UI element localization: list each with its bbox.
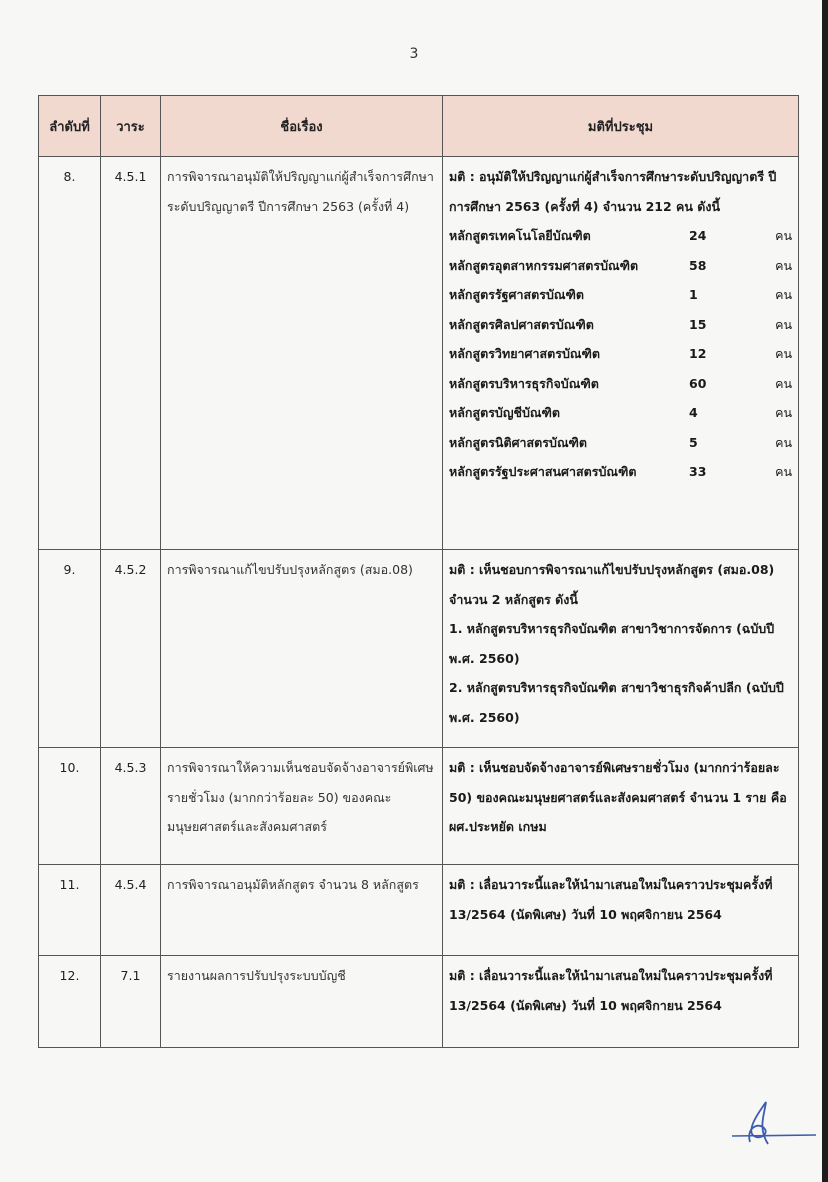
- program-unit: คน: [775, 287, 792, 302]
- row-resolution: [443, 550, 799, 748]
- row-num: 12.: [39, 956, 101, 1048]
- header-agenda: วาระ: [101, 96, 161, 157]
- program-row: [449, 369, 792, 399]
- program-unit: คน: [775, 346, 792, 361]
- row-resolution: [443, 157, 799, 550]
- program-count: 1: [689, 287, 698, 302]
- resolution-item: 1. หลักสูตรบริหารธุรกิจบัณฑิต สาขาวิชาการจัดการ (ฉบับปี พ.ศ. 2560): [449, 621, 775, 666]
- program-name: หลักสูตรบัญชีบัณฑิต: [449, 405, 561, 420]
- program-name: หลักสูตรบริหารธุรกิจบัณฑิต: [449, 375, 599, 391]
- table-row: [39, 865, 799, 956]
- scan-edge: [822, 0, 828, 1182]
- program-count: 60: [689, 375, 707, 391]
- program-row: [449, 221, 792, 251]
- row-num: 11.: [39, 865, 101, 956]
- row-topic: รายงานผลการปรับปรุงระบบบัญชี: [161, 956, 443, 1048]
- program-count: 58: [689, 257, 707, 273]
- program-unit: คน: [775, 405, 792, 420]
- resolution-item: 2. หลักสูตรบริหารธุรกิจบัณฑิต สาขาวิชาธุรกิจค้าปลีก (ฉบับปี พ.ศ. 2560): [449, 680, 784, 725]
- row-topic: การพิจารณาให้ความเห็นชอบจัดจ้างอาจารย์พิเศษรายชั่วโมง (มากกว่าร้อยละ 50) ของคณะมนุษยศาสตร์และสังคมศาสตร์: [161, 748, 443, 865]
- program-name: หลักสูตรนิติศาสตรบัณฑิต: [449, 434, 588, 450]
- resolutions-table: [38, 95, 799, 1048]
- page-number: 3: [409, 46, 419, 62]
- resolution-text: มติ : อนุมัติให้ปริญญาแก่ผู้สำเร็จการศึกษาระดับปริญญาตรี ปีการศึกษา 2563 (ครั้งที่ 4) จำนวน 212 คน ดังนี้: [449, 169, 777, 214]
- program-row: [449, 457, 792, 487]
- table-header-row: [39, 96, 799, 157]
- header-resolution: มติที่ประชุม: [443, 96, 799, 157]
- row-agenda: 4.5.3: [101, 748, 161, 865]
- table-row: [39, 157, 799, 550]
- program-row: [449, 339, 792, 369]
- signature: [728, 1098, 818, 1148]
- program-name: หลักสูตรศิลปศาสตรบัณฑิต: [449, 316, 594, 332]
- program-name: หลักสูตรวิทยาศาสตรบัณฑิต: [449, 346, 600, 361]
- table-row: [39, 956, 799, 1048]
- program-count: 15: [689, 316, 707, 332]
- row-resolution: มติ : เลื่อนวาระนี้และให้นำมาเสนอใหม่ในคราวประชุมครั้งที่ 13/2564 (นัดพิเศษ) วันที่ 10 พฤศจิกายน 2564: [443, 956, 799, 1048]
- program-count: 33: [689, 464, 707, 479]
- row-agenda: 4.5.2: [101, 550, 161, 748]
- program-count: 12: [689, 346, 707, 361]
- table-row: [39, 748, 799, 865]
- header-num: ลำดับที่: [39, 96, 101, 157]
- program-name: หลักสูตรรัฐประศาสนศาสตรบัณฑิต: [449, 464, 637, 479]
- program-name: หลักสูตรอุตสาหกรรมศาสตรบัณฑิต: [449, 257, 639, 273]
- program-list: [449, 221, 792, 487]
- program-count: 4: [689, 405, 698, 420]
- program-unit: คน: [775, 316, 792, 332]
- row-num: 8.: [39, 157, 101, 550]
- row-topic: การพิจารณาแก้ไขปรับปรุงหลักสูตร (สมอ.08): [161, 550, 443, 748]
- program-name: หลักสูตรเทคโนโลยีบัณฑิต: [449, 228, 591, 243]
- program-unit: คน: [775, 464, 792, 479]
- program-row: [449, 280, 792, 310]
- program-count: 24: [689, 228, 707, 243]
- program-count: 5: [689, 434, 698, 450]
- program-unit: คน: [775, 257, 792, 273]
- program-unit: คน: [775, 228, 792, 243]
- row-agenda: 4.5.4: [101, 865, 161, 956]
- program-row: [449, 251, 792, 281]
- resolution-text: มติ : เห็นชอบการพิจารณาแก้ไขปรับปรุงหลักสูตร (สมอ.08) จำนวน 2 หลักสูตร ดังนี้: [449, 562, 775, 607]
- program-unit: คน: [775, 434, 792, 450]
- program-unit: คน: [775, 375, 792, 391]
- row-agenda: 7.1: [101, 956, 161, 1048]
- row-num: 10.: [39, 748, 101, 865]
- row-resolution: มติ : เลื่อนวาระนี้และให้นำมาเสนอใหม่ในคราวประชุมครั้งที่ 13/2564 (นัดพิเศษ) วันที่ 10 พฤศจิกายน 2564: [443, 865, 799, 956]
- program-row: [449, 428, 792, 458]
- program-row: [449, 398, 792, 428]
- program-row: [449, 310, 792, 340]
- row-num: 9.: [39, 550, 101, 748]
- program-name: หลักสูตรรัฐศาสตรบัณฑิต: [449, 287, 584, 302]
- header-topic: ชื่อเรื่อง: [161, 96, 443, 157]
- row-agenda: 4.5.1: [101, 157, 161, 550]
- row-topic: การพิจารณาอนุมัติหลักสูตร จำนวน 8 หลักสูตร: [161, 865, 443, 956]
- row-topic: การพิจารณาอนุมัติให้ปริญญาแก่ผู้สำเร็จการศึกษาระดับปริญญาตรี ปีการศึกษา 2563 (ครั้งที่ 4): [161, 157, 443, 550]
- table-row: [39, 550, 799, 748]
- row-resolution: มติ : เห็นชอบจัดจ้างอาจารย์พิเศษรายชั่วโมง (มากกว่าร้อยละ 50) ของคณะมนุษยศาสตร์และสังคมศาสตร์ จำนวน 1 ราย คือ ผศ.ประหยัด เกษม: [443, 748, 799, 865]
